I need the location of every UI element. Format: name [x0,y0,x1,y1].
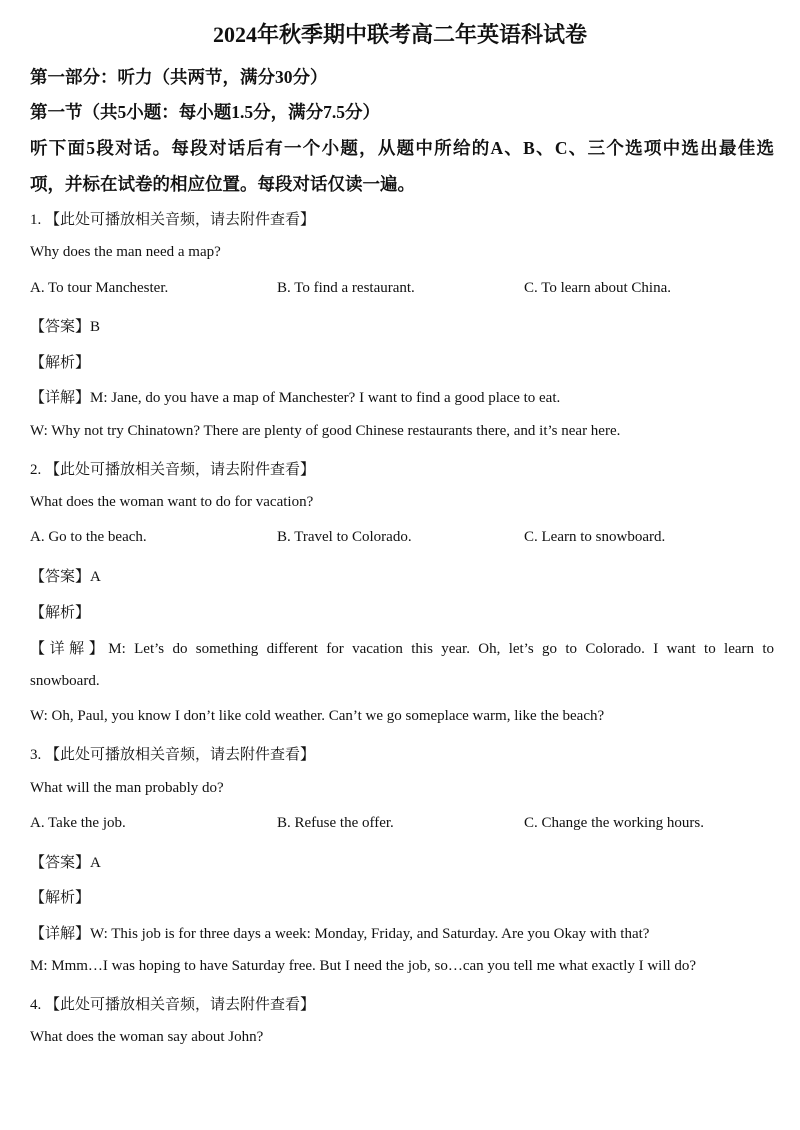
question-1-answer: 【答案】B [30,319,101,335]
question-1-audio-link[interactable]: 1. 【此处可播放相关音频，请去附件查看】 [30,212,316,228]
question-3-option-b: B. Refuse the offer. [277,815,394,831]
question-4-text: What does the woman say about John? [30,1029,264,1045]
question-3-option-a: A. Take the job. [30,815,126,831]
question-2-analysis: 【解析】 [30,605,91,621]
question-2-option-c: C. Learn to snowboard. [524,529,666,545]
section-heading: 第一节（共5小题：每小题1.5分，满分7.5分） [30,102,380,122]
question-1-analysis: 【解析】 [30,355,91,371]
question-2-answer: 【答案】A [30,569,101,585]
exam-title: 2024年秋季期中联考高二年英语科试卷 [212,22,587,47]
question-1-detail-1: 【详解】M: Jane, do you have a map of Manchester? I want to find a good place to eat. [30,390,561,406]
question-3-detail-2: M: Mmm…I was hoping to have Saturday free. But I need the job, so…can you tell me what exactly I will do? [30,958,697,974]
instructions-line-1: 听下面5段对话。每段对话后有一个小题，从题中所给的A、B、C、三个选项中选出最佳选 [30,138,774,158]
question-1-text: Why does the man need a map? [30,244,221,260]
question-2-option-a: A. Go to the beach. [30,529,147,545]
question-2-detail-2: snowboard. [30,673,100,689]
question-3-audio-link[interactable]: 3. 【此处可播放相关音频，请去附件查看】 [30,747,316,763]
question-2-audio-link[interactable]: 2. 【此处可播放相关音频，请去附件查看】 [30,462,316,478]
question-3-detail-1: 【详解】W: This job is for three days a week: Monday, Friday, and Saturday. Are you Okay with that? [30,926,650,942]
question-1-option-a: A. To tour Manchester. [30,280,169,296]
question-1-option-b: B. To find a restaurant. [277,280,415,296]
question-4-audio-link[interactable]: 4. 【此处可播放相关音频，请去附件查看】 [30,997,316,1013]
question-3-text: What will the man probably do? [30,780,224,796]
part-heading: 第一部分：听力（共两节，满分30分） [30,67,328,87]
instructions-line-2: 项，并标在试卷的相应位置。每段对话仅读一遍。 [30,174,415,194]
question-2-detail-3: W: Oh, Paul, you know I don’t like cold weather. Can’t we go someplace warm, like the beach? [30,708,605,724]
question-2-detail-1: 【详解】M: Let’s do something different for vacation this year. Oh, let’s go to Colorado. I want to learn to [30,641,774,657]
question-1-detail-2: W: Why not try Chinatown? There are plenty of good Chinese restaurants there, and it’s near here. [30,423,621,439]
question-3-analysis: 【解析】 [30,890,91,906]
question-1-option-c: C. To learn about China. [524,280,671,296]
question-2-option-b: B. Travel to Colorado. [277,529,412,545]
question-3-answer: 【答案】A [30,855,101,871]
question-3-option-c: C. Change the working hours. [524,815,704,831]
question-2-text: What does the woman want to do for vacation? [30,494,314,510]
